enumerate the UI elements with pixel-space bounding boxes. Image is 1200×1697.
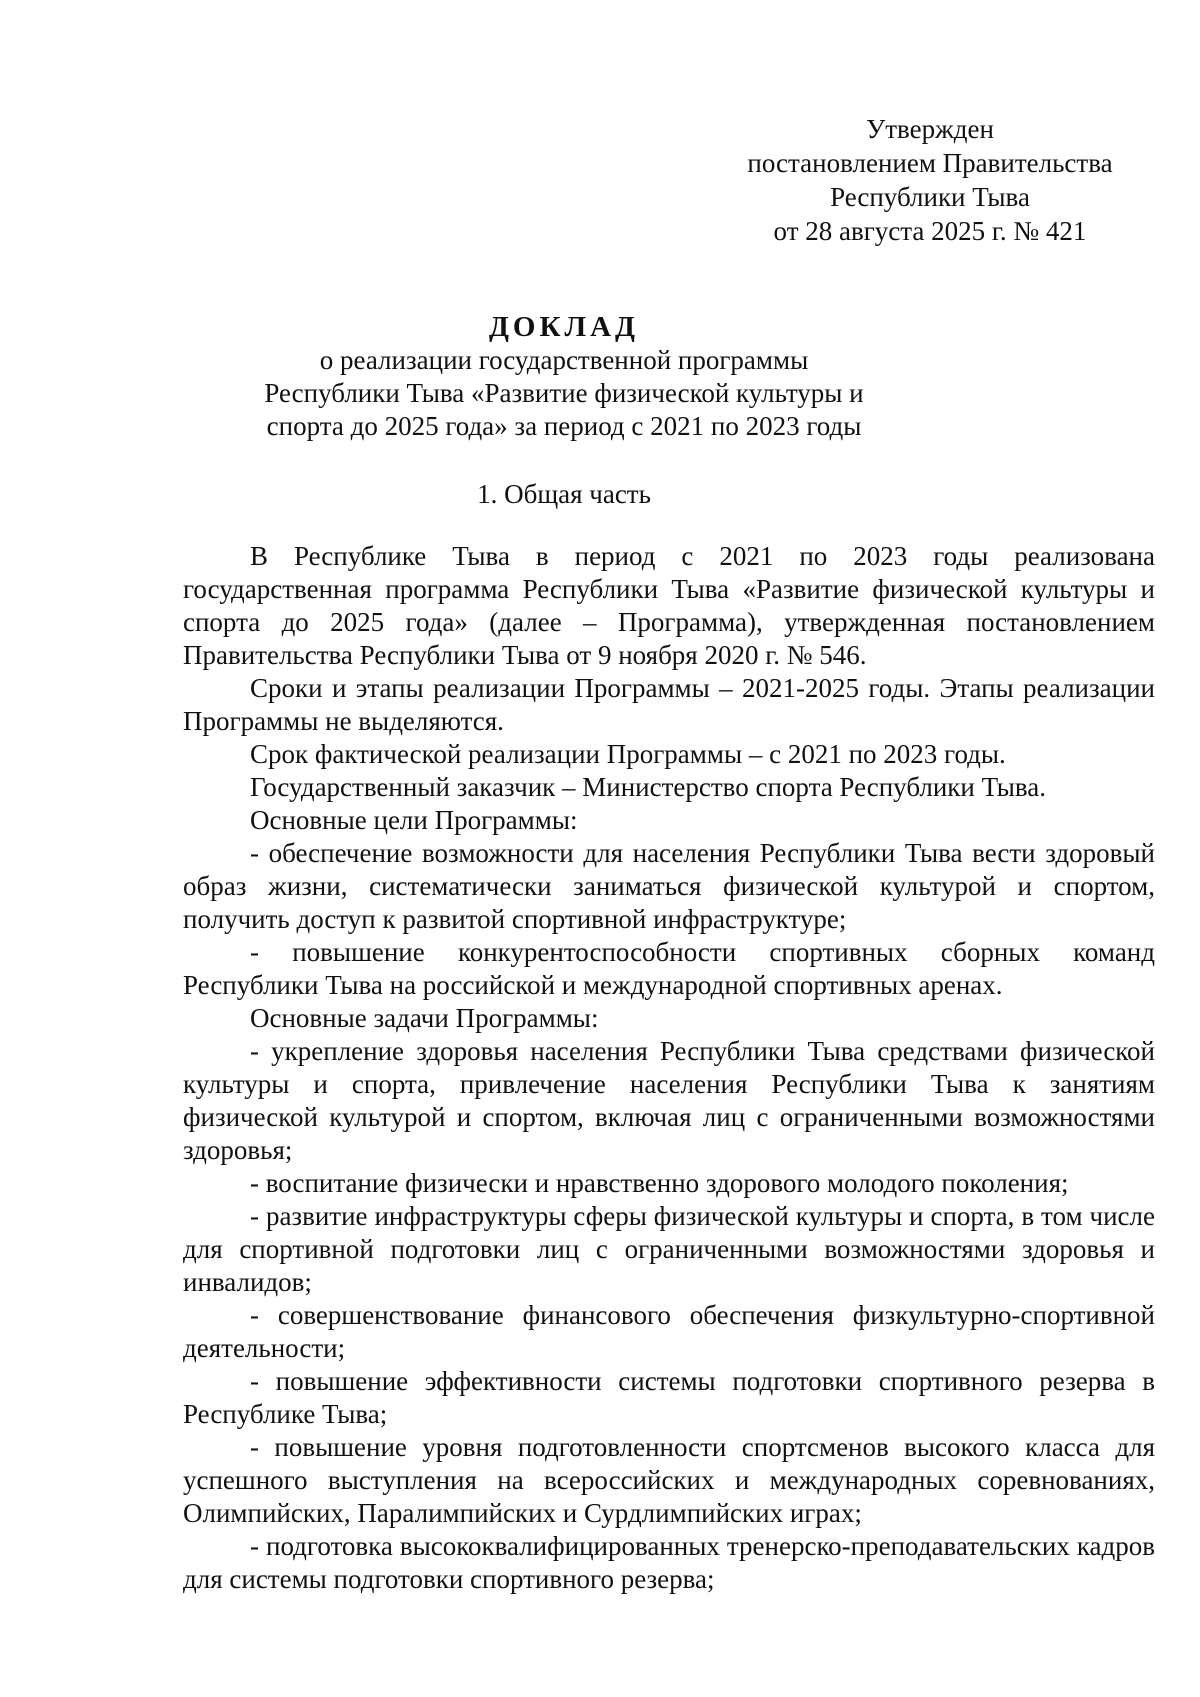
task-item: - подготовка высококвалифицированных тренерско-преподавательских кадров для системы подготовки спортивного резерва;	[183, 1531, 1155, 1594]
task-item: - повышение уровня подготовленности спортсменов высокого класса для успешного выступления на всероссийских и международных соревнованиях, Олимпийских, Паралимпийских и Сурдлимпийских играх;	[183, 1432, 1155, 1528]
subtitle-line-2: Республики Тыва «Развитие физической культуры и	[264, 378, 864, 408]
approval-line-3: Республики Тыва	[830, 182, 1030, 212]
goal-item: - обеспечение возможности для населения Республики Тыва вести здоровый образ жизни, систематически заниматься физической культурой и спортом, получить доступ к развитой спортивной инфраструктуре;	[183, 838, 1155, 934]
subtitle-line-3: спорта до 2025 года» за период с 2021 по 2023 годы	[266, 411, 862, 441]
document-body	[183, 540, 1155, 1596]
approval-line-2: постановлением Правительства	[747, 148, 1113, 178]
paragraph-actual-term: Срок фактической реализации Программы – с 2021 по 2023 годы.	[250, 739, 1006, 769]
task-item: - развитие инфраструктуры сферы физической культуры и спорта, в том числе для спортивной подготовки лиц с ограниченными возможностями здоровья и инвалидов;	[183, 1201, 1155, 1297]
task-item: - укрепление здоровья населения Республики Тыва средствами физической культуры и спорта, привлечение населения Республики Тыва к занятиям физической культурой и спортом, включая лиц с ограниченными возможностями здоровья;	[183, 1036, 1155, 1165]
document-title: ДОКЛАД	[488, 311, 640, 343]
paragraph-intro: В Республике Тыва в период с 2021 по 2023 годы реализована государственная программа Республики Тыва «Развитие физической культуры и спорта до 2025 года» (далее – Программа), утвержденная постановлением Правительства Республики Тыва от 9 ноября 2020 г. № 546.	[183, 541, 1155, 670]
paragraph-goals-heading: Основные цели Программы:	[250, 805, 578, 835]
paragraph-tasks-heading: Основные задачи Программы:	[250, 1003, 599, 1033]
paragraph-customer: Государственный заказчик – Министерство спорта Республики Тыва.	[250, 772, 1047, 802]
document-subtitle	[200, 344, 928, 443]
subtitle-line-1: о реализации государственной программы	[319, 345, 809, 375]
approval-line-1: Утвержден	[866, 114, 994, 144]
approval-stamp	[730, 112, 1130, 248]
approval-line-4: от 28 августа 2025 г. № 421	[773, 216, 1087, 246]
paragraph-terms: Сроки и этапы реализации Программы – 2021-2025 годы. Этапы реализации Программы не выделяются.	[183, 673, 1155, 736]
section-heading: 1. Общая часть	[477, 479, 651, 509]
document-header	[200, 310, 928, 443]
goal-item: - повышение конкурентоспособности спортивных сборных команд Республики Тыва на российской и международной спортивных аренах.	[183, 937, 1155, 1000]
task-item: - повышение эффективности системы подготовки спортивного резерва в Республике Тыва;	[183, 1366, 1155, 1429]
task-item: - воспитание физически и нравственно здорового молодого поколения;	[250, 1168, 1069, 1198]
task-item: - совершенствование финансового обеспечения физкультурно-спортивной деятельности;	[183, 1300, 1155, 1363]
